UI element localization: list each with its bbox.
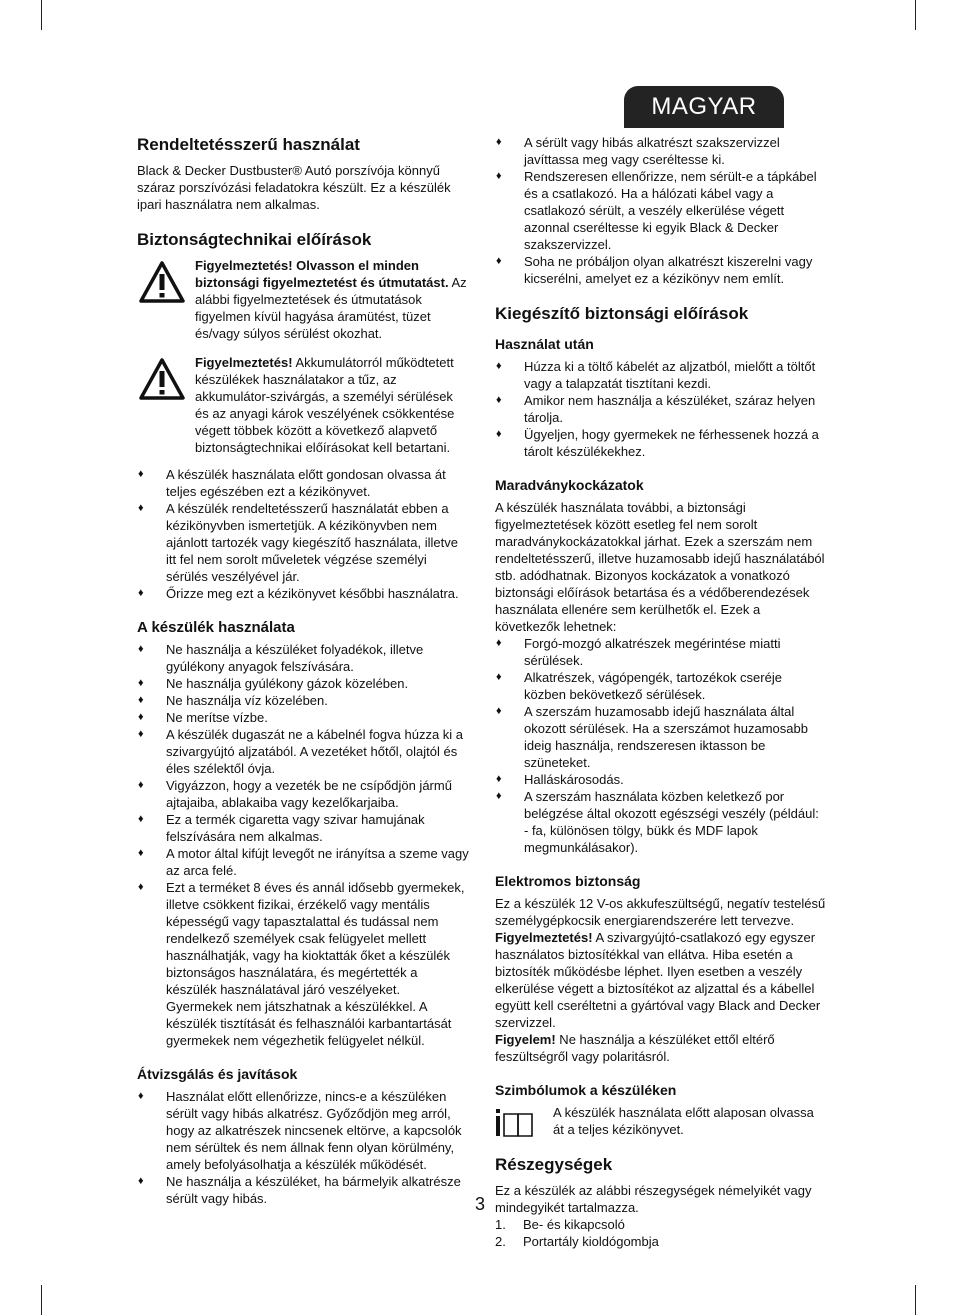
symbols-title: Szimbólumok a készüléken [495, 1082, 677, 1098]
crop-mark [915, 0, 916, 30]
list-item: ♦ Rendszeresen ellenőrizze, nem sérült-e a tápkábel és a csatlakozó. Ha a hálózati kábel vagy a csatlakozó sérült, a veszély elkerülése végett azonnal cseréltesse ki egyik Black & Decker szakszervizzel. [496, 169, 817, 252]
diamond-bullet-icon: ♦ [496, 637, 502, 649]
diamond-bullet-icon: ♦ [138, 711, 144, 723]
diamond-bullet-icon: ♦ [496, 671, 502, 683]
components-list [495, 1216, 826, 1250]
diamond-bullet-icon: ♦ [496, 360, 502, 372]
diamond-bullet-icon: ♦ [496, 773, 502, 785]
components-text: Ez a készülék az alábbi részegységek némelyikét vagy mindegyikét tartalmazza. [495, 1183, 812, 1215]
warning-triangle-icon [139, 261, 185, 303]
safety-title: Biztonságtechnikai előírások [137, 230, 372, 249]
intended-use-text: Black & Decker Dustbuster® Autó porszívója könnyű száraz porszívózási feladatokra készült. Ez a készülék ipari használatra nem alkalmas. [137, 163, 451, 212]
diamond-bullet-icon: ♦ [138, 694, 144, 706]
diamond-bullet-icon: ♦ [138, 643, 144, 655]
components-title: Részegységek [495, 1155, 613, 1174]
list-item: ♦ A készülék rendeltetésszerű használatát ebben a kézikönyvben ismertetjük. A kézikönyvben nem ajánlott tartozék vagy kiegészítő használata, illetve itt fel nem sorolt műveletek végzése személyi sérülés veszélyével jár. [138, 501, 458, 584]
list-item: ♦ A készülék dugaszát ne a kábelnél fogva húzza ki a szivargyújtó aljzatából. A vezetéket hőtől, olajtól és éles szélektől óvja. [138, 727, 464, 776]
warning-body-2: Akkumulátorról működtetett készülékek használatakor a tűz, az akkumulátor-szivárgás, a személyi sérülések és az anyagi károk veszélyének csökkentése végett többek között a következő alapvető biztonságtechnikai előírásokat kell betartani. [195, 355, 455, 455]
residual-risks-title: Maradványkockázatok [495, 477, 644, 493]
warning-block-1 [137, 257, 469, 342]
symbol-text: A készülék használata előtt alaposan olvassa át a teljes kézikönyvet. [553, 1105, 814, 1137]
list-item: ♦ A szerszám huzamosabb idejű használata által okozott sérülések. Ha a szerszámot huzamosabb ideig használja, rendszeresen iktasson be szüneteket. [496, 704, 808, 770]
after-use-bullet-list [495, 358, 826, 460]
list-item: ♦ Ne használja gyúlékony gázok közelében. [138, 676, 409, 691]
list-item: ♦ A készülék használata előtt gondosan olvassa át teljes egészében ezt a kézikönyvet. [138, 467, 446, 499]
list-item: ♦ A szerszám használata közben keletkező por belégzése által okozott egészségi veszély (például: - fa, különösen tölgy, bükk és MDF lapok megmunkálásakor). [496, 789, 819, 855]
page-number: 3 [474, 1194, 485, 1214]
diamond-bullet-icon: ♦ [138, 728, 144, 740]
diamond-bullet-icon: ♦ [496, 705, 502, 717]
diamond-bullet-icon: ♦ [138, 677, 144, 689]
list-item: ♦ Soha ne próbáljon olyan alkatrészt kiszerelni vagy kicserélni, amelyet ez a kézikönyv nem említ. [496, 254, 813, 286]
intended-use-title: Rendeltetésszerű használat [137, 135, 360, 154]
list-item: ♦ Ez a termék cigaretta vagy szivar hamujának felszívására nem alkalmas. [138, 812, 425, 844]
electrical-note-bold: Figyelem! [495, 1032, 556, 1047]
crop-mark [41, 1285, 42, 1315]
top-bullet-list [495, 134, 826, 287]
diamond-bullet-icon: ♦ [496, 394, 502, 406]
diamond-bullet-icon: ♦ [138, 1090, 144, 1102]
inspection-title: Átvizsgálás és javítások [137, 1066, 298, 1082]
list-item: ♦ Ne merítse vízbe. [138, 710, 268, 725]
inspection-bullet-list [137, 1088, 469, 1207]
symbol-row [495, 1104, 826, 1138]
warning-bold-2: Figyelmeztetés! [195, 355, 293, 370]
list-item: ♦ Forgó-mozgó alkatrészek megérintése miatti sérülések. [496, 636, 781, 668]
list-item: ♦ Ne használja víz közelében. [138, 693, 328, 708]
safety-bullet-list [137, 466, 469, 602]
diamond-bullet-icon: ♦ [496, 428, 502, 440]
list-item: 2. Portartály kioldógombja [495, 1234, 659, 1249]
diamond-bullet-icon: ♦ [496, 255, 502, 267]
warning-text-1 [195, 257, 469, 342]
left-column [137, 134, 469, 1207]
diamond-bullet-icon: ♦ [138, 468, 144, 480]
residual-risks-text: A készülék használata további, a biztonsági figyelmeztetések között esetleg fel nem sorolt maradványkockázatokkal járhat. Ezek a szerszám nem rendeltetésszerű, illetve huzamosabb idejű használatából stb. adódhatnak. Bizonyos kockázatok a vonatkozó biztonsági előírások betartása és a védőberendezések használata ellenére sem kerülhetők el. Ezek a következők lehetnek: [495, 500, 825, 634]
list-item: ♦ Vigyázzon, hogy a vezeték be ne csípődjön jármű ajtajaiba, ablakaiba vagy kezelőkarjaiba. [138, 778, 452, 810]
warning-text-2 [195, 354, 469, 456]
crop-mark [41, 0, 42, 30]
read-manual-icon [495, 1108, 535, 1138]
diamond-bullet-icon: ♦ [496, 136, 502, 148]
after-use-title: Használat után [495, 336, 594, 352]
usage-title: A készülék használata [137, 619, 295, 636]
additional-safety-title: Kiegészítő biztonsági előírások [495, 304, 749, 323]
warning-bold-1: Figyelmeztetés! Olvasson el minden biztonsági figyelmeztetést és útmutatást. [195, 258, 449, 290]
electrical-safety-title: Elektromos biztonság [495, 873, 641, 889]
electrical-warning-bold: Figyelmeztetés! [495, 930, 593, 945]
list-item: ♦ Őrizze meg ezt a kézikönyvet későbbi használatra. [138, 586, 459, 601]
usage-bullet-list [137, 641, 469, 1049]
residual-bullet-list [495, 635, 826, 856]
list-item: ♦ Ügyeljen, hogy gyermekek ne férhessenek hozzá a tárolt készülékekhez. [496, 427, 819, 459]
diamond-bullet-icon: ♦ [138, 779, 144, 791]
list-item: ♦ A motor által kifújt levegőt ne irányítsa a szeme vagy az arca felé. [138, 846, 469, 878]
diamond-bullet-icon: ♦ [138, 813, 144, 825]
list-item: 1. Be- és kikapcsoló [495, 1217, 625, 1232]
language-tab: MAGYAR [624, 86, 784, 128]
diamond-bullet-icon: ♦ [496, 790, 502, 802]
diamond-bullet-icon: ♦ [138, 1175, 144, 1187]
list-item: ♦ Húzza ki a töltő kábelét az aljzatból, mielőtt a töltőt vagy a talapzatát tisztítani kezdi. [496, 359, 816, 391]
warning-body-1: Az alábbi figyelmeztetések és útmutatások figyelmen kívül hagyása áramütést, tüzet és/vagy súlyos sérülést okozhat. [195, 275, 467, 341]
list-item: ♦ Ezt a terméket 8 éves és annál idősebb gyermekek, illetve csökkent fizikai, érzékelő vagy mentális képességű vagy tapasztalattal és tudással nem rendelkező személyek csak felügyelet mellett használhatják, vagy ha kioktatták őket a készülék biztonságos használatára, és megértették a készülék használatával járó veszélyeket. Gyermekek nem játszhatnak a készülékkel. A készülék tisztítását és felhasználói karbantartását gyermekek nem végezhetik felügyelet nélkül. [138, 880, 465, 1048]
list-item: ♦ Amikor nem használja a készüléket, száraz helyen tárolja. [496, 393, 816, 425]
diamond-bullet-icon: ♦ [496, 170, 502, 182]
list-item: ♦ A sérült vagy hibás alkatrészt szakszervizzel javíttassa meg vagy cseréltesse ki. [496, 135, 780, 167]
diamond-bullet-icon: ♦ [138, 881, 144, 893]
list-item: ♦ Ne használja a készüléket folyadékok, illetve gyúlékony anyagok felszívására. [138, 642, 424, 674]
list-item: ♦ Használat előtt ellenőrizze, nincs-e a készüléken sérült vagy hibás alkatrész. Győződjön meg arról, hogy az alkatrészek nincsenek eltörve, a kapcsolók nem sérültek és nem állnak fenn olyan körülmény, amely befolyásolhatja a készülék működését. [138, 1089, 462, 1172]
list-item: ♦ Alkatrészek, vágópengék, tartozékok cseréje közben bekövetkező sérülések. [496, 670, 782, 702]
crop-mark [915, 1285, 916, 1315]
list-item: ♦ Ne használja a készüléket, ha bármelyik alkatrésze sérült vagy hibás. [138, 1174, 461, 1206]
diamond-bullet-icon: ♦ [138, 587, 144, 599]
list-item: ♦ Halláskárosodás. [496, 772, 624, 787]
diamond-bullet-icon: ♦ [138, 502, 144, 514]
diamond-bullet-icon: ♦ [138, 847, 144, 859]
warning-block-2 [137, 354, 469, 456]
electrical-text: Ez a készülék 12 V-os akkufeszültségű, negatív testelésű személygépkocsik energiarendszerére lett tervezve. Figyelmeztetés! A szivargyújtó-csatlakozó egy egyszer használatos biztosítékkal van ellátva. Hiba esetén a biztosíték működésbe léphet. Ilyen esetben a veszély elkerülése végett a biztosítékot az aljzattal és a kábellel együtt kell cseréltetni a gyártóval vagy Black and Decker szervizzel. Figyelem! Ne használja a készüléket ettől eltérő feszültségről vagy polaritásról. [495, 896, 826, 1064]
right-column [495, 134, 826, 1250]
warning-triangle-icon [139, 358, 185, 400]
